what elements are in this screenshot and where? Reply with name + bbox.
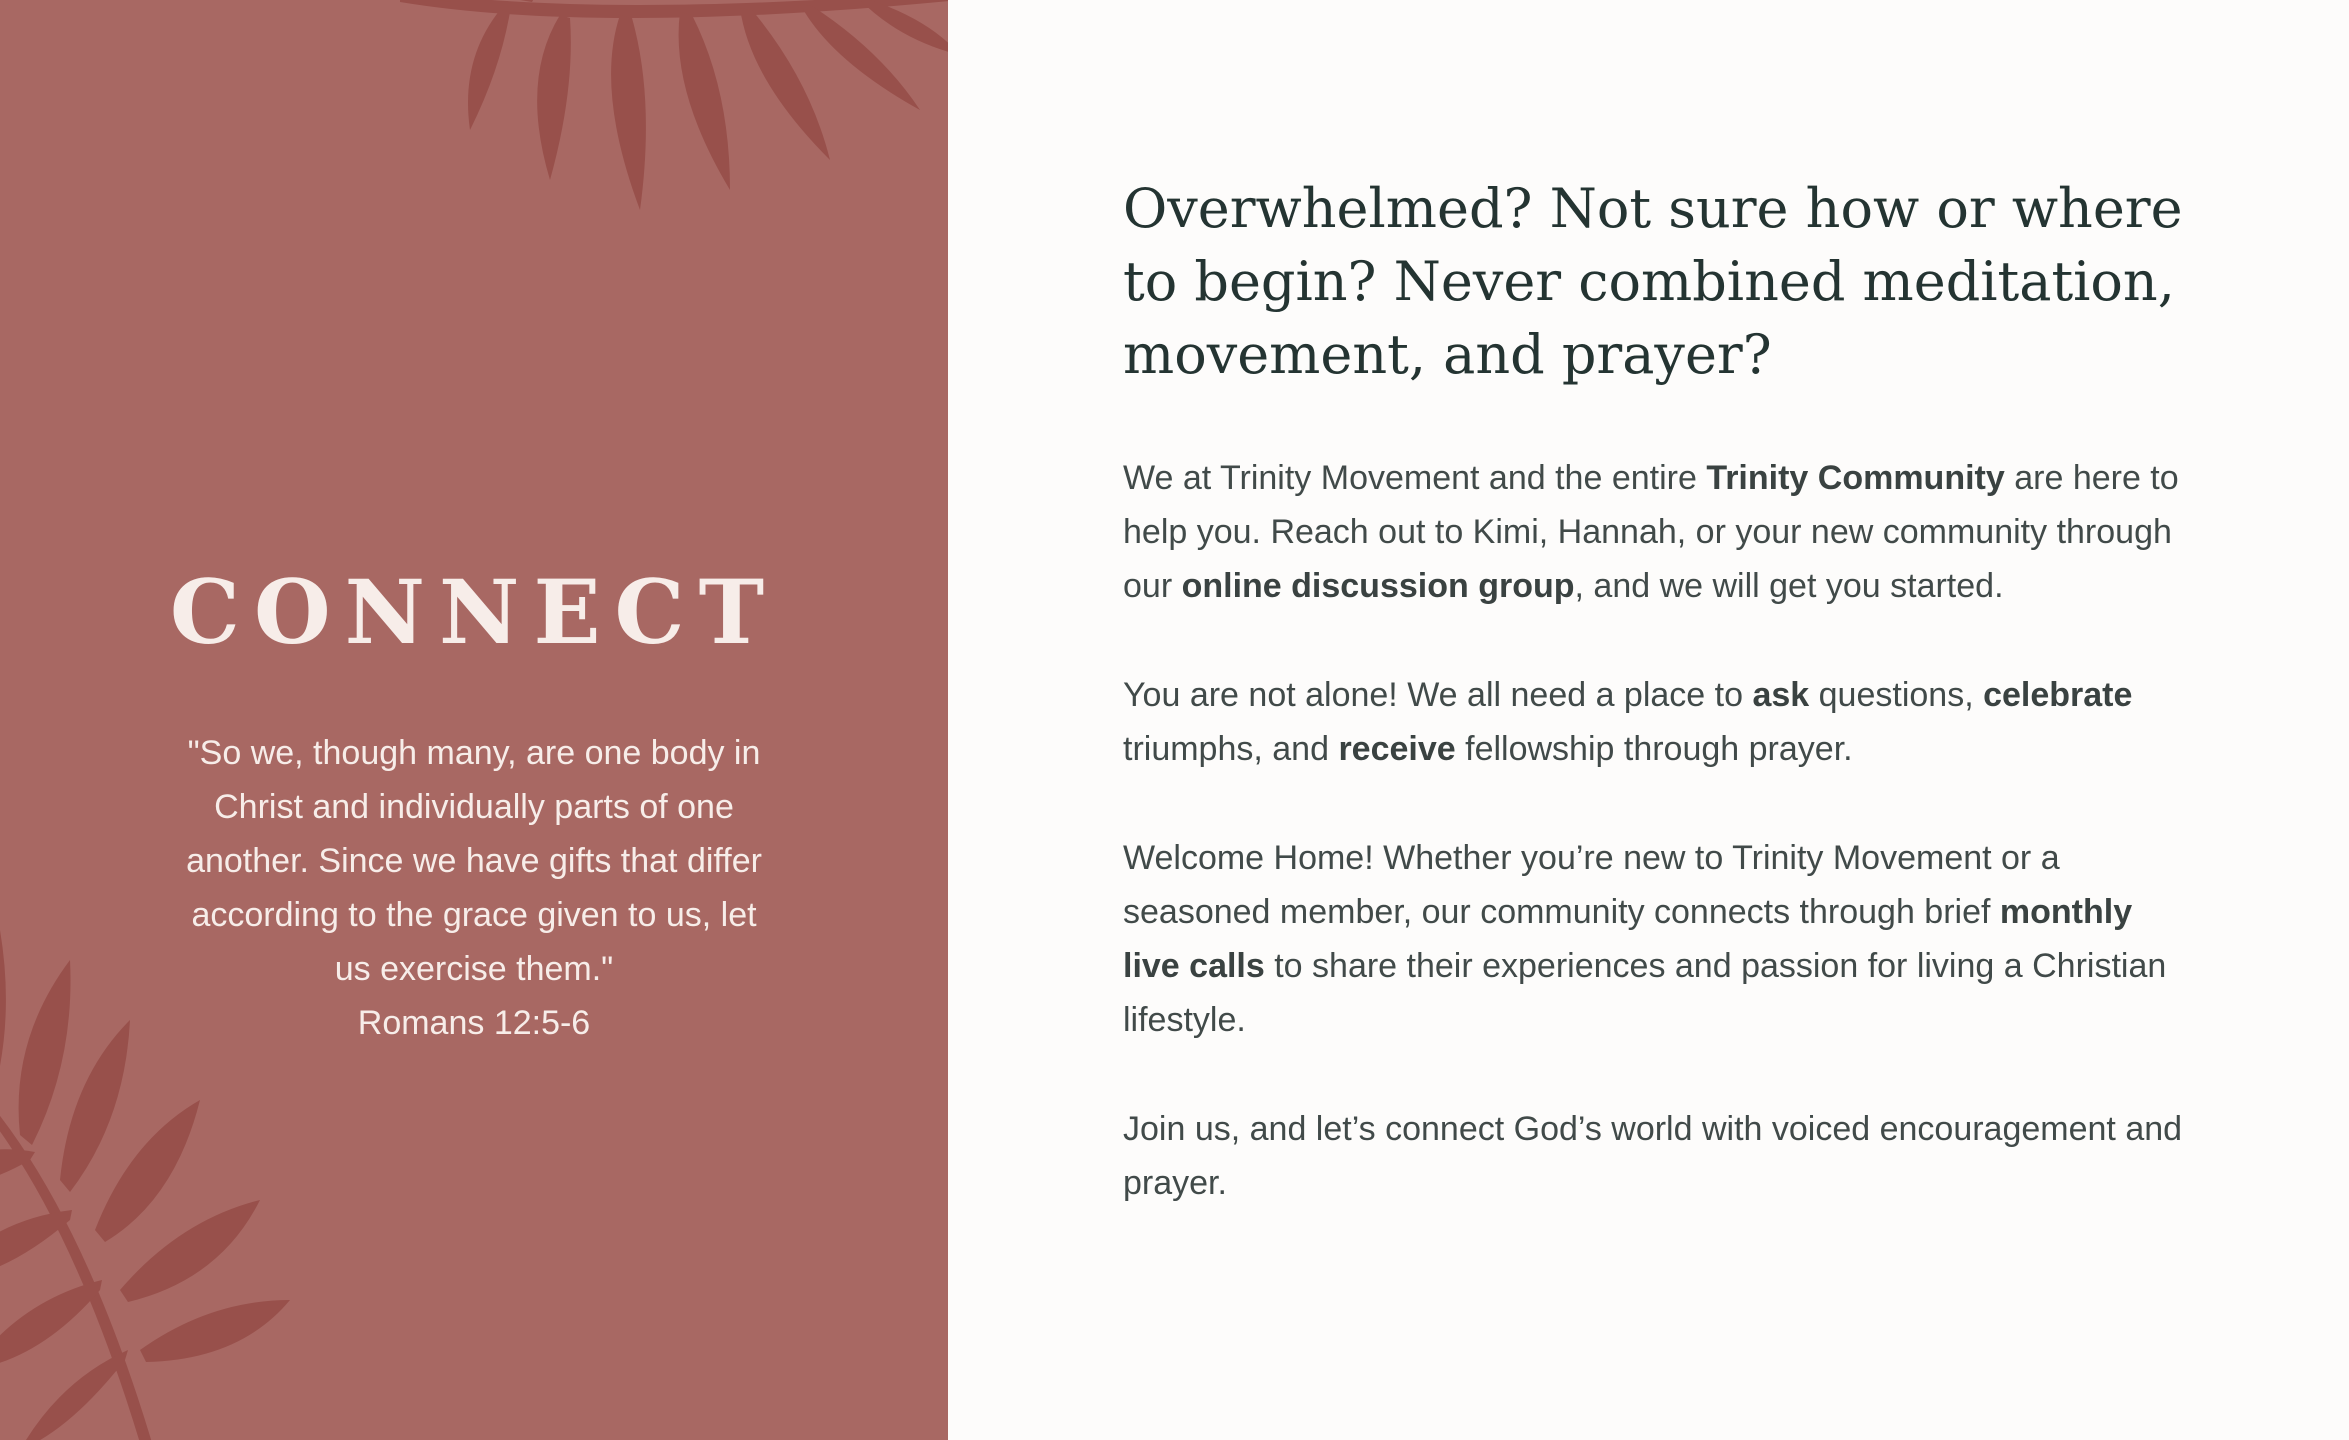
paragraph-help — [1123, 451, 2193, 613]
text-segment: are here to help you. Reach out to Kimi, Hannah, or your new community through our — [1123, 459, 2179, 605]
quote-reference: Romans 12:5-6 — [357, 1003, 591, 1042]
scripture-quote — [174, 726, 774, 1050]
text-segment: questions, — [1809, 676, 1984, 714]
connect-content — [0, 560, 948, 1050]
text-segment: You are not alone! We all need a place to — [1123, 676, 1753, 714]
receive-emphasis: receive — [1338, 730, 1456, 768]
text-segment: Welcome Home! Whether you’re new to Trinity Movement or a seasoned member, our community connects through brief — [1123, 839, 2060, 931]
info-panel — [948, 0, 2349, 1440]
text-segment: fellowship through prayer. — [1455, 730, 1853, 768]
paragraph-welcome — [1123, 831, 2193, 1047]
connect-panel — [0, 0, 948, 1440]
celebrate-emphasis: celebrate — [1983, 676, 2133, 714]
connect-title: CONNECT — [169, 560, 779, 664]
ask-emphasis: ask — [1752, 676, 1810, 714]
monthly-live-calls-emphasis: monthly live calls — [1123, 893, 2133, 985]
quote-text: "So we, though many, are one body in Christ and individually parts of one another. Since we have gifts that differ according to the grace given to us, let us exercise them." — [186, 733, 762, 988]
paragraph-not-alone — [1123, 668, 2193, 776]
palm-leaf-icon — [400, 0, 948, 220]
text-segment: to share their experiences and passion for living a Christian lifestyle. — [1123, 947, 2167, 1039]
info-content — [1123, 172, 2193, 1265]
text-segment: , and we will get you started. — [1574, 567, 2004, 605]
text-segment: triumphs, and — [1123, 730, 1339, 768]
paragraph-join — [1123, 1102, 2193, 1210]
text-segment: We at Trinity Movement and the entire — [1123, 459, 1707, 497]
online-discussion-group-emphasis: online discussion group — [1181, 567, 1575, 605]
trinity-community-emphasis: Trinity Community — [1706, 459, 2005, 497]
headline: Overwhelmed? Not sure how or where to begin? Never combined meditation, movement, and prayer? — [1123, 177, 2183, 386]
text-segment: Join us, and let’s connect God’s world with voiced encouragement and prayer. — [1123, 1110, 2183, 1202]
